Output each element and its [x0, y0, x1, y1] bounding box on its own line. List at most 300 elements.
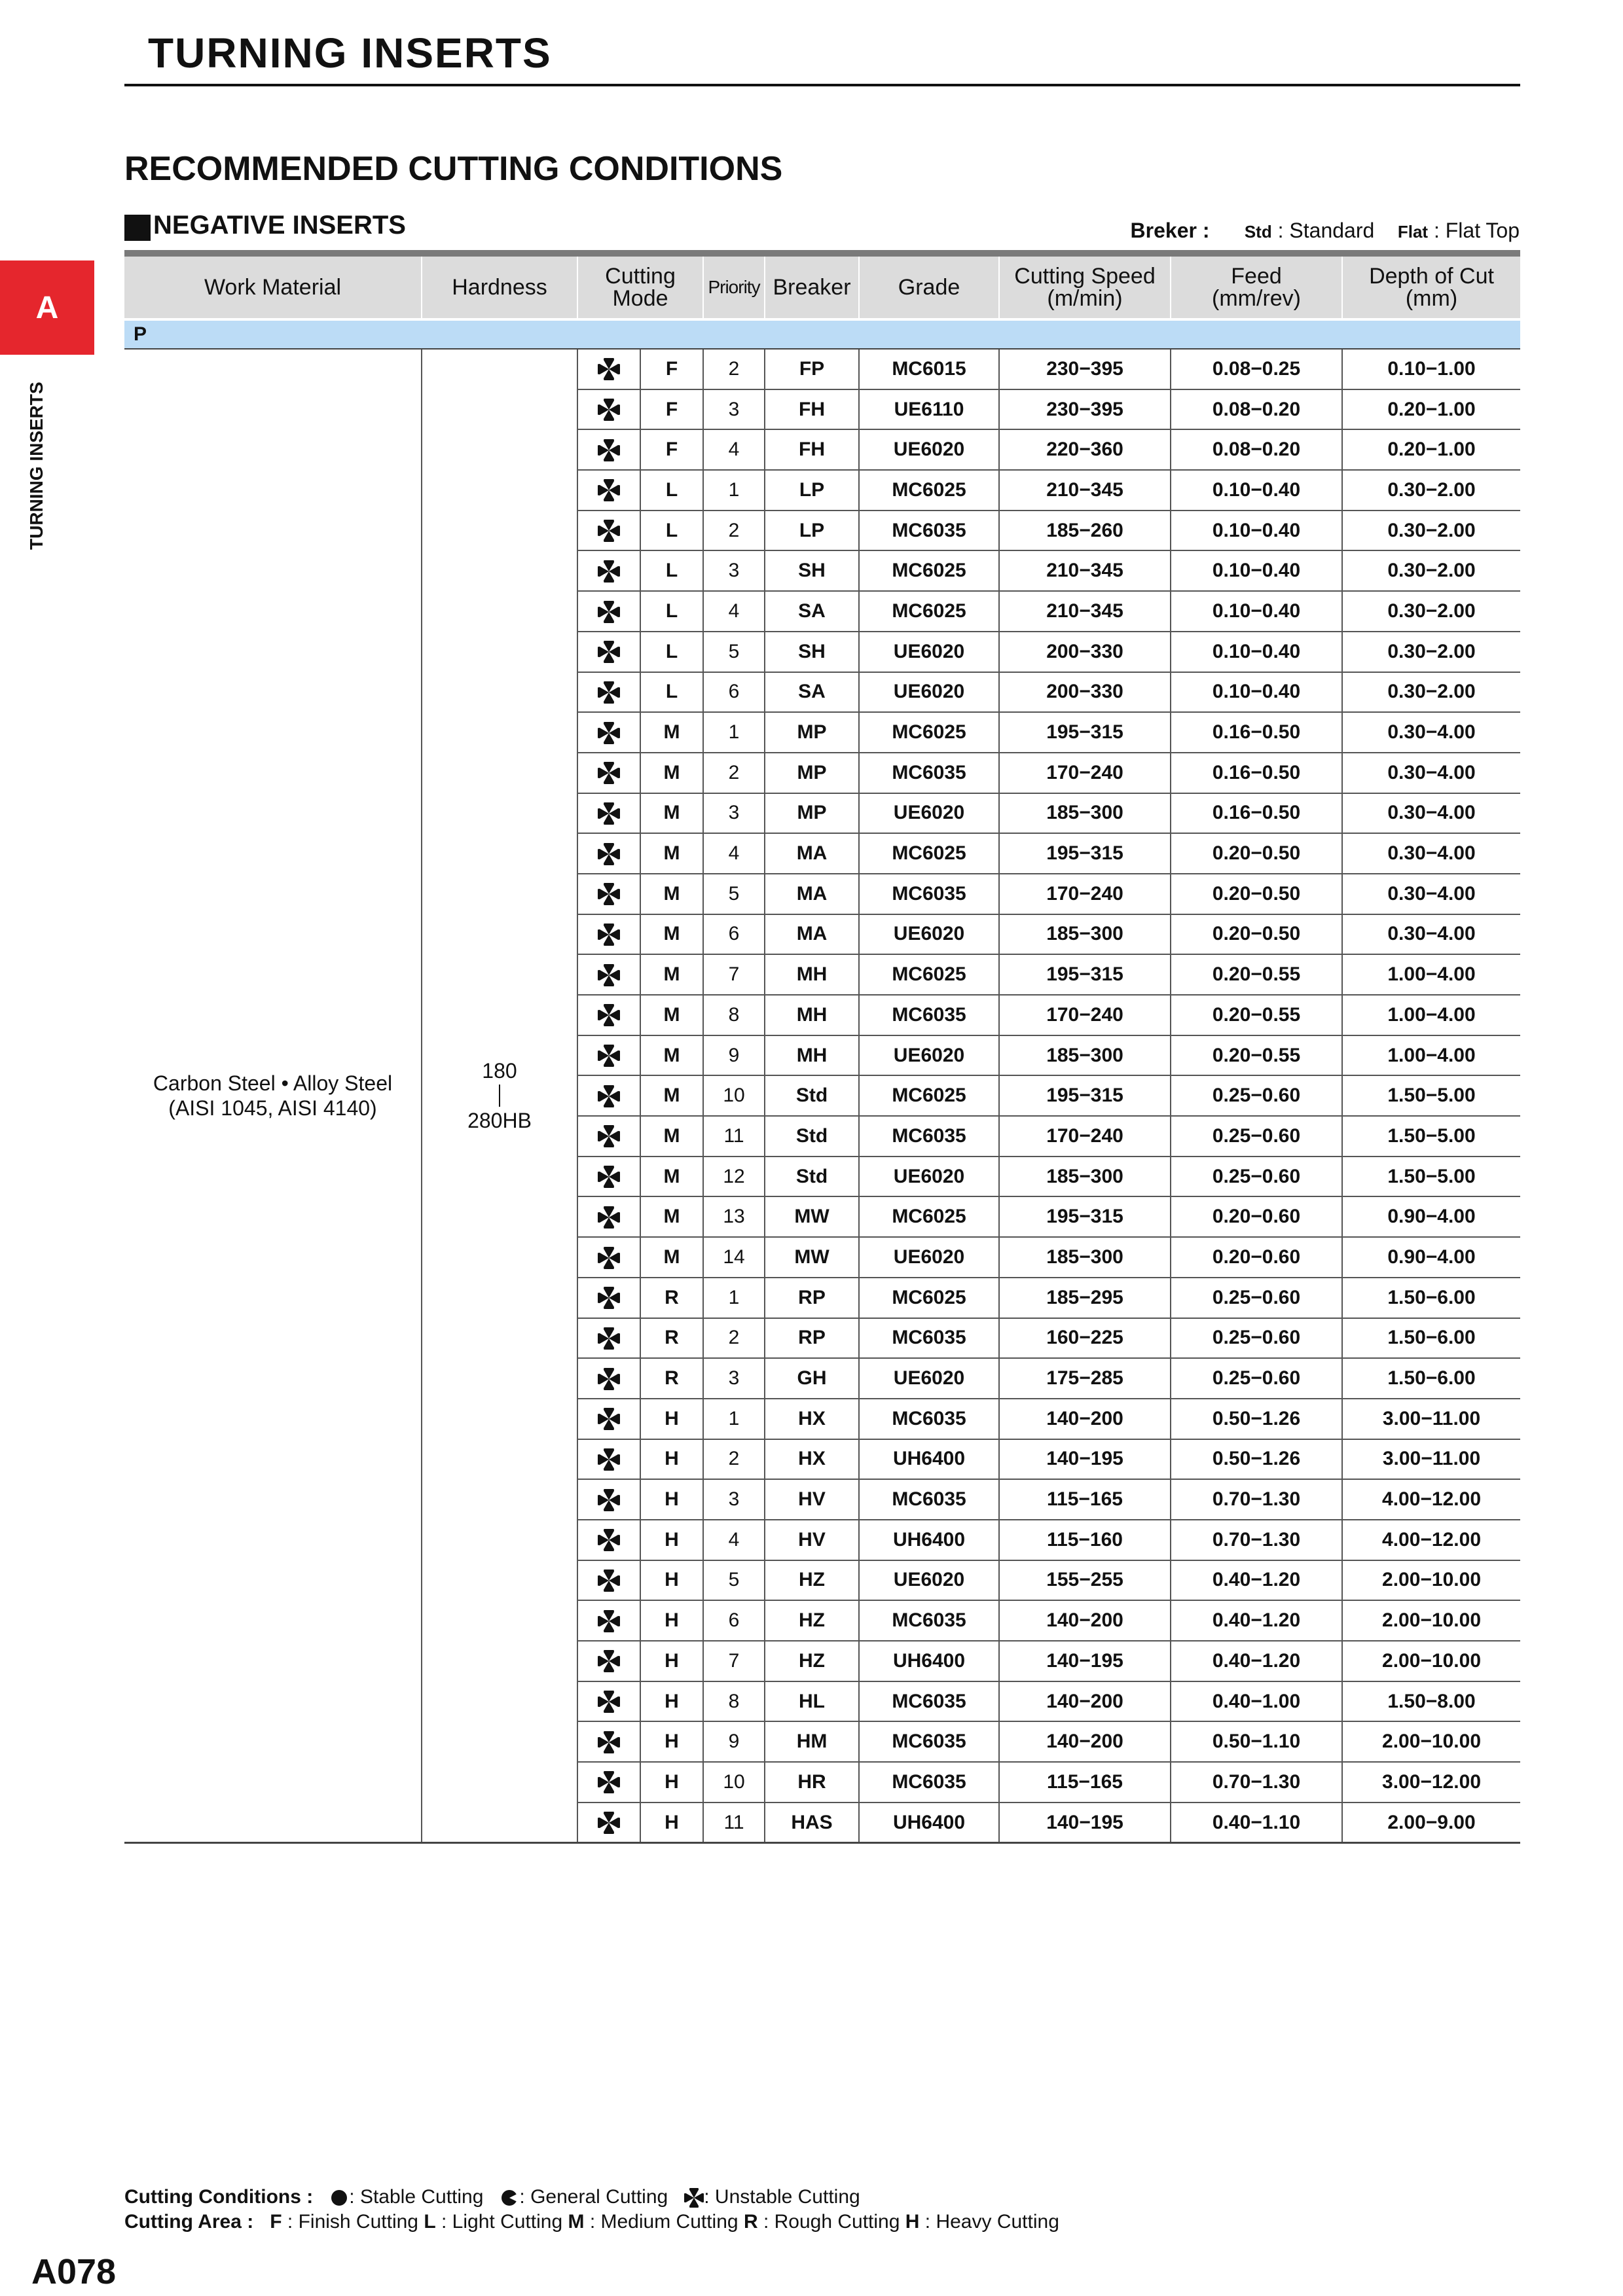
feed-cell: 0.10−0.40 — [1171, 591, 1342, 632]
priority-cell: 8 — [703, 995, 765, 1035]
unstable-cutting-icon — [598, 519, 620, 541]
grade-cell: UE6020 — [859, 1560, 999, 1601]
cutting-mode-cell: H — [640, 1721, 703, 1762]
depth-of-cut-cell: 0.90−4.00 — [1342, 1237, 1520, 1278]
breaker-cell: MP — [765, 753, 859, 793]
feed-cell: 0.08−0.25 — [1171, 349, 1342, 389]
breaker-cell: FP — [765, 349, 859, 389]
cutting-speed-cell: 115−165 — [999, 1762, 1171, 1803]
cutting-mode-cell: M — [640, 1237, 703, 1278]
depth-of-cut-cell: 2.00−10.00 — [1342, 1600, 1520, 1641]
unstable-cutting-icon — [598, 1327, 620, 1348]
priority-cell: 4 — [703, 429, 765, 470]
cutting-speed-cell: 115−160 — [999, 1520, 1171, 1560]
grade-cell: MC6035 — [859, 1399, 999, 1439]
priority-cell: 2 — [703, 1439, 765, 1480]
cutting-mode-cell: M — [640, 833, 703, 874]
cutting-mode-cell: R — [640, 1278, 703, 1318]
feed-cell: 0.20−0.55 — [1171, 954, 1342, 995]
feed-cell: 0.40−1.00 — [1171, 1681, 1342, 1722]
grade-cell: MC6025 — [859, 1196, 999, 1237]
breaker-cell: HZ — [765, 1600, 859, 1641]
feed-cell: 0.10−0.40 — [1171, 550, 1342, 591]
unstable-cutting-icon — [598, 478, 620, 500]
header-depth-of-cut — [1342, 257, 1520, 319]
unstable-cutting-icon — [598, 1124, 620, 1146]
feed-cell: 0.50−1.26 — [1171, 1439, 1342, 1480]
breaker-cell: SA — [765, 591, 859, 632]
depth-of-cut-cell: 0.30−4.00 — [1342, 793, 1520, 834]
footer-general: : General Cutting — [519, 2186, 668, 2208]
grade-cell: UH6400 — [859, 1803, 999, 1843]
priority-cell: 3 — [703, 793, 765, 834]
condition-icon-cell — [577, 1520, 640, 1560]
unstable-cutting-icon — [598, 1488, 620, 1510]
cutting-mode-cell: F — [640, 389, 703, 430]
cutting-mode-cell: L — [640, 591, 703, 632]
cutting-mode-cell: M — [640, 1116, 703, 1157]
depth-of-cut-cell: 3.00−11.00 — [1342, 1399, 1520, 1439]
priority-cell: 13 — [703, 1196, 765, 1237]
grade-cell: MC6035 — [859, 1318, 999, 1359]
cutting-mode-cell: H — [640, 1399, 703, 1439]
breaker-cell: MP — [765, 712, 859, 753]
feed-cell: 0.20−0.50 — [1171, 833, 1342, 874]
unstable-cutting-icon — [598, 398, 620, 420]
cutting-mode-cell: H — [640, 1439, 703, 1480]
priority-cell: 12 — [703, 1157, 765, 1197]
unstable-cutting-icon — [598, 1246, 620, 1267]
depth-of-cut-cell: 2.00−10.00 — [1342, 1641, 1520, 1681]
cutting-speed-cell: 170−240 — [999, 753, 1171, 793]
cutting-mode-cell: M — [640, 712, 703, 753]
footer-conditions-line — [124, 2185, 1059, 2210]
header-breaker: Breaker — [765, 257, 859, 319]
breaker-cell: LP — [765, 511, 859, 551]
unstable-cutting-icon — [598, 923, 620, 944]
unstable-cutting-icon — [598, 1649, 620, 1671]
unstable-cutting-icon — [598, 761, 620, 783]
footer-l-key: L — [424, 2211, 436, 2233]
condition-icon-cell — [577, 470, 640, 511]
unstable-cutting-icon — [598, 1367, 620, 1388]
unstable-cutting-icon — [598, 1690, 620, 1712]
unstable-cutting-icon — [598, 1448, 620, 1469]
header-cutting-mode-line1: Cutting — [605, 264, 676, 289]
condition-icon-cell — [577, 1035, 640, 1076]
table-header-row — [124, 257, 1520, 319]
grade-cell: MC6015 — [859, 349, 999, 389]
unstable-cutting-icon — [598, 1044, 620, 1066]
cutting-mode-cell: M — [640, 793, 703, 834]
cutting-speed-cell: 170−240 — [999, 874, 1171, 914]
header-cutting-mode-line2: Mode — [612, 286, 668, 311]
table-top-bar — [124, 250, 1520, 257]
depth-of-cut-cell: 1.50−6.00 — [1342, 1278, 1520, 1318]
cutting-speed-cell: 140−200 — [999, 1681, 1171, 1722]
footer-stable: : Stable Cutting — [349, 2186, 484, 2208]
cutting-speed-cell: 210−345 — [999, 470, 1171, 511]
cutting-speed-cell: 230−395 — [999, 389, 1171, 430]
condition-icon-cell — [577, 1560, 640, 1601]
feed-cell: 0.50−1.26 — [1171, 1399, 1342, 1439]
feed-cell: 0.70−1.30 — [1171, 1520, 1342, 1560]
grade-cell: UE6020 — [859, 793, 999, 834]
feed-cell: 0.25−0.60 — [1171, 1157, 1342, 1197]
priority-cell: 4 — [703, 1520, 765, 1560]
depth-of-cut-cell: 0.30−4.00 — [1342, 833, 1520, 874]
breaker-cell: HR — [765, 1762, 859, 1803]
footer-r-key: R — [743, 2211, 758, 2233]
depth-of-cut-cell: 2.00−10.00 — [1342, 1721, 1520, 1762]
feed-cell: 0.50−1.10 — [1171, 1721, 1342, 1762]
condition-icon-cell — [577, 954, 640, 995]
feed-cell: 0.20−0.60 — [1171, 1196, 1342, 1237]
condition-icon-cell — [577, 1762, 640, 1803]
condition-icon-cell — [577, 1278, 640, 1318]
cutting-speed-cell: 195−315 — [999, 833, 1171, 874]
condition-icon-cell — [577, 712, 640, 753]
feed-cell: 0.25−0.60 — [1171, 1075, 1342, 1116]
depth-of-cut-cell: 0.20−1.00 — [1342, 429, 1520, 470]
feed-cell: 0.40−1.20 — [1171, 1600, 1342, 1641]
depth-of-cut-cell: 2.00−10.00 — [1342, 1560, 1520, 1601]
depth-of-cut-cell: 0.30−4.00 — [1342, 914, 1520, 955]
priority-cell: 11 — [703, 1803, 765, 1843]
header-hardness: Hardness — [422, 257, 577, 319]
unstable-cutting-icon — [598, 1085, 620, 1106]
depth-of-cut-cell: 3.00−12.00 — [1342, 1762, 1520, 1803]
priority-cell: 4 — [703, 591, 765, 632]
breaker-cell: HV — [765, 1520, 859, 1560]
priority-cell: 10 — [703, 1762, 765, 1803]
depth-of-cut-cell: 4.00−12.00 — [1342, 1479, 1520, 1520]
breaker-legend-std-key: Std — [1244, 222, 1272, 242]
grade-cell: UE6020 — [859, 429, 999, 470]
depth-of-cut-cell: 0.20−1.00 — [1342, 389, 1520, 430]
feed-cell: 0.40−1.20 — [1171, 1560, 1342, 1601]
cutting-mode-cell: L — [640, 470, 703, 511]
grade-cell: UE6020 — [859, 1358, 999, 1399]
condition-icon-cell — [577, 874, 640, 914]
cutting-speed-cell: 195−315 — [999, 712, 1171, 753]
priority-cell: 2 — [703, 511, 765, 551]
unstable-cutting-icon — [598, 842, 620, 864]
grade-cell: UE6110 — [859, 389, 999, 430]
page-header-title: TURNING INSERTS — [148, 29, 552, 77]
cutting-speed-cell: 140−195 — [999, 1803, 1171, 1843]
cutting-speed-cell: 195−315 — [999, 1196, 1171, 1237]
subtitle-square-icon — [124, 215, 151, 241]
header-cutting-speed — [999, 257, 1171, 319]
condition-icon-cell — [577, 1681, 640, 1722]
depth-of-cut-cell: 3.00−11.00 — [1342, 1439, 1520, 1480]
breaker-legend-std-text: : Standard — [1277, 219, 1375, 242]
priority-cell: 10 — [703, 1075, 765, 1116]
cutting-mode-cell: H — [640, 1560, 703, 1601]
cutting-speed-cell: 140−195 — [999, 1439, 1171, 1480]
cutting-mode-cell: R — [640, 1358, 703, 1399]
breaker-cell: GH — [765, 1358, 859, 1399]
unstable-cutting-icon — [598, 1569, 620, 1590]
condition-icon-cell — [577, 1439, 640, 1480]
unstable-cutting-icon — [598, 963, 620, 985]
header-feed — [1171, 257, 1342, 319]
grade-cell: UH6400 — [859, 1641, 999, 1681]
breaker-cell: MW — [765, 1237, 859, 1278]
unstable-cutting-icon — [598, 681, 620, 702]
depth-of-cut-cell: 1.50−5.00 — [1342, 1075, 1520, 1116]
grade-cell: MC6025 — [859, 1075, 999, 1116]
cutting-speed-cell: 140−195 — [999, 1641, 1171, 1681]
grade-cell: UH6400 — [859, 1439, 999, 1480]
condition-icon-cell — [577, 1358, 640, 1399]
depth-of-cut-cell: 1.00−4.00 — [1342, 1035, 1520, 1076]
unstable-cutting-icon — [598, 357, 620, 379]
breaker-cell: MP — [765, 793, 859, 834]
footer-r-text: : Rough Cutting — [763, 2211, 900, 2233]
depth-of-cut-cell: 1.00−4.00 — [1342, 954, 1520, 995]
header-speed-line1: Cutting Speed — [1014, 264, 1156, 289]
priority-cell: 14 — [703, 1237, 765, 1278]
grade-cell: MC6035 — [859, 753, 999, 793]
grade-cell: UE6020 — [859, 914, 999, 955]
footer-legend — [124, 2185, 1059, 2234]
breaker-cell: HZ — [765, 1641, 859, 1681]
depth-of-cut-cell: 0.30−4.00 — [1342, 874, 1520, 914]
priority-cell: 6 — [703, 914, 765, 955]
breaker-cell: FH — [765, 429, 859, 470]
cutting-mode-cell: M — [640, 954, 703, 995]
footer-unstable: : Unstable Cutting — [704, 2186, 860, 2208]
cutting-speed-cell: 185−300 — [999, 914, 1171, 955]
cutting-mode-cell: M — [640, 1075, 703, 1116]
cutting-mode-cell: H — [640, 1641, 703, 1681]
grade-cell: MC6035 — [859, 874, 999, 914]
grade-cell: MC6035 — [859, 1721, 999, 1762]
hardness-min: 180 — [482, 1059, 517, 1083]
cutting-mode-cell: R — [640, 1318, 703, 1359]
feed-cell: 0.40−1.10 — [1171, 1803, 1342, 1843]
depth-of-cut-cell: 0.30−4.00 — [1342, 712, 1520, 753]
depth-of-cut-cell: 1.50−5.00 — [1342, 1116, 1520, 1157]
breaker-cell: MH — [765, 1035, 859, 1076]
cutting-conditions-table — [124, 257, 1520, 1844]
condition-icon-cell — [577, 429, 640, 470]
grade-cell: MC6035 — [859, 1116, 999, 1157]
depth-of-cut-cell: 0.10−1.00 — [1342, 349, 1520, 389]
unstable-cutting-icon — [598, 439, 620, 460]
unstable-cutting-icon — [598, 560, 620, 581]
grade-cell: MC6025 — [859, 833, 999, 874]
feed-cell: 0.70−1.30 — [1171, 1479, 1342, 1520]
cutting-speed-cell: 185−300 — [999, 1035, 1171, 1076]
footer-m-text: : Medium Cutting — [589, 2211, 739, 2233]
cutting-mode-cell: H — [640, 1520, 703, 1560]
cutting-mode-cell: H — [640, 1803, 703, 1843]
breaker-cell: SA — [765, 672, 859, 713]
priority-cell: 8 — [703, 1681, 765, 1722]
unstable-cutting-icon — [598, 882, 620, 904]
grade-cell: MC6035 — [859, 1762, 999, 1803]
priority-cell: 1 — [703, 712, 765, 753]
condition-icon-cell — [577, 632, 640, 672]
cutting-speed-cell: 160−225 — [999, 1318, 1171, 1359]
priority-cell: 3 — [703, 1479, 765, 1520]
header-priority: Priority — [703, 257, 765, 319]
priority-cell: 2 — [703, 1318, 765, 1359]
condition-icon-cell — [577, 1721, 640, 1762]
category-row — [124, 319, 1520, 349]
cutting-mode-cell: M — [640, 1157, 703, 1197]
feed-cell: 0.20−0.50 — [1171, 874, 1342, 914]
cutting-speed-cell: 115−165 — [999, 1479, 1171, 1520]
header-doc-line2: (mm) — [1405, 286, 1458, 311]
unstable-cutting-icon — [598, 640, 620, 662]
cutting-speed-cell: 170−240 — [999, 1116, 1171, 1157]
priority-cell: 2 — [703, 349, 765, 389]
cutting-speed-cell: 140−200 — [999, 1399, 1171, 1439]
footer-h-text: : Heavy Cutting — [924, 2211, 1059, 2233]
priority-cell: 3 — [703, 389, 765, 430]
grade-cell: UH6400 — [859, 1520, 999, 1560]
condition-icon-cell — [577, 1479, 640, 1520]
depth-of-cut-cell: 0.30−2.00 — [1342, 632, 1520, 672]
condition-icon-cell — [577, 793, 640, 834]
feed-cell: 0.20−0.55 — [1171, 1035, 1342, 1076]
priority-cell: 5 — [703, 874, 765, 914]
priority-cell: 6 — [703, 672, 765, 713]
hardness-max: 280HB — [467, 1109, 532, 1133]
feed-cell: 0.25−0.60 — [1171, 1278, 1342, 1318]
header-cutting-mode — [577, 257, 703, 319]
breaker-legend-flat-key: Flat — [1397, 222, 1429, 242]
footer-f-key: F — [270, 2211, 282, 2233]
priority-cell: 5 — [703, 1560, 765, 1601]
feed-cell: 0.20−0.50 — [1171, 914, 1342, 955]
priority-cell: 2 — [703, 753, 765, 793]
feed-cell: 0.10−0.40 — [1171, 470, 1342, 511]
breaker-cell: MA — [765, 874, 859, 914]
feed-cell: 0.25−0.60 — [1171, 1116, 1342, 1157]
priority-cell: 7 — [703, 954, 765, 995]
cutting-mode-cell: L — [640, 632, 703, 672]
header-work-material: Work Material — [124, 257, 422, 319]
condition-icon-cell — [577, 1600, 640, 1641]
condition-icon-cell — [577, 550, 640, 591]
breaker-cell: MH — [765, 995, 859, 1035]
breaker-cell: LP — [765, 470, 859, 511]
unstable-cutting-icon — [598, 1165, 620, 1187]
grade-cell: MC6035 — [859, 995, 999, 1035]
breaker-cell: SH — [765, 550, 859, 591]
unstable-cutting-icon — [598, 1407, 620, 1429]
cutting-speed-cell: 185−300 — [999, 1237, 1171, 1278]
page-number: A078 — [31, 2252, 117, 2291]
condition-icon-cell — [577, 1116, 640, 1157]
unstable-cutting-icon — [598, 802, 620, 823]
breaker-legend-label: Breker : — [1130, 219, 1210, 242]
condition-icon-cell — [577, 1196, 640, 1237]
breaker-cell: RP — [765, 1278, 859, 1318]
cutting-speed-cell: 230−395 — [999, 349, 1171, 389]
feed-cell: 0.16−0.50 — [1171, 712, 1342, 753]
work-material-line2: (AISI 1045, AISI 4140) — [168, 1096, 377, 1121]
header-feed-line1: Feed — [1231, 264, 1282, 289]
breaker-cell: HL — [765, 1681, 859, 1722]
condition-icon-cell — [577, 1075, 640, 1116]
unstable-cutting-icon — [598, 1811, 620, 1833]
cutting-mode-cell: M — [640, 874, 703, 914]
grade-cell: MC6025 — [859, 591, 999, 632]
cutting-mode-cell: F — [640, 349, 703, 389]
condition-icon-cell — [577, 995, 640, 1035]
footer-l-text: : Light Cutting — [441, 2211, 563, 2233]
footer-m-key: M — [568, 2211, 585, 2233]
breaker-cell: MA — [765, 833, 859, 874]
feed-cell: 0.10−0.40 — [1171, 672, 1342, 713]
feed-cell: 0.40−1.20 — [1171, 1641, 1342, 1681]
cutting-mode-cell: M — [640, 753, 703, 793]
breaker-cell: HZ — [765, 1560, 859, 1601]
cutting-mode-cell: H — [640, 1479, 703, 1520]
footer-area-line — [124, 2210, 1059, 2234]
cutting-speed-cell: 200−330 — [999, 672, 1171, 713]
breaker-cell: RP — [765, 1318, 859, 1359]
header-rule — [124, 84, 1520, 86]
unstable-cutting-icon — [598, 1609, 620, 1631]
cutting-speed-cell: 210−345 — [999, 550, 1171, 591]
breaker-cell: MA — [765, 914, 859, 955]
cutting-mode-cell: H — [640, 1600, 703, 1641]
grade-cell: UE6020 — [859, 1237, 999, 1278]
condition-icon-cell — [577, 672, 640, 713]
breaker-cell: HX — [765, 1439, 859, 1480]
category-label: P — [124, 319, 1520, 349]
depth-of-cut-cell: 0.30−4.00 — [1342, 753, 1520, 793]
header-doc-line1: Depth of Cut — [1369, 264, 1494, 289]
side-tab: A — [0, 260, 94, 355]
cutting-mode-cell: M — [640, 1035, 703, 1076]
feed-cell: 0.25−0.60 — [1171, 1318, 1342, 1359]
grade-cell: UE6020 — [859, 632, 999, 672]
cutting-speed-cell: 195−315 — [999, 954, 1171, 995]
condition-icon-cell — [577, 1318, 640, 1359]
depth-of-cut-cell: 1.00−4.00 — [1342, 995, 1520, 1035]
depth-of-cut-cell: 0.30−2.00 — [1342, 511, 1520, 551]
cutting-speed-cell: 175−285 — [999, 1358, 1171, 1399]
depth-of-cut-cell: 0.30−2.00 — [1342, 470, 1520, 511]
cutting-mode-cell: H — [640, 1762, 703, 1803]
breaker-cell: MW — [765, 1196, 859, 1237]
priority-cell: 6 — [703, 1600, 765, 1641]
grade-cell: MC6025 — [859, 550, 999, 591]
breaker-cell: Std — [765, 1116, 859, 1157]
grade-cell: UE6020 — [859, 672, 999, 713]
grade-cell: MC6035 — [859, 1681, 999, 1722]
cutting-mode-cell: M — [640, 914, 703, 955]
depth-of-cut-cell: 4.00−12.00 — [1342, 1520, 1520, 1560]
breaker-legend — [1131, 219, 1520, 243]
depth-of-cut-cell: 1.50−6.00 — [1342, 1358, 1520, 1399]
priority-cell: 11 — [703, 1116, 765, 1157]
priority-cell: 9 — [703, 1721, 765, 1762]
unstable-cutting-icon — [684, 2188, 704, 2208]
priority-cell: 1 — [703, 1278, 765, 1318]
header-speed-line2: (m/min) — [1047, 286, 1123, 311]
feed-cell: 0.08−0.20 — [1171, 429, 1342, 470]
priority-cell: 5 — [703, 632, 765, 672]
